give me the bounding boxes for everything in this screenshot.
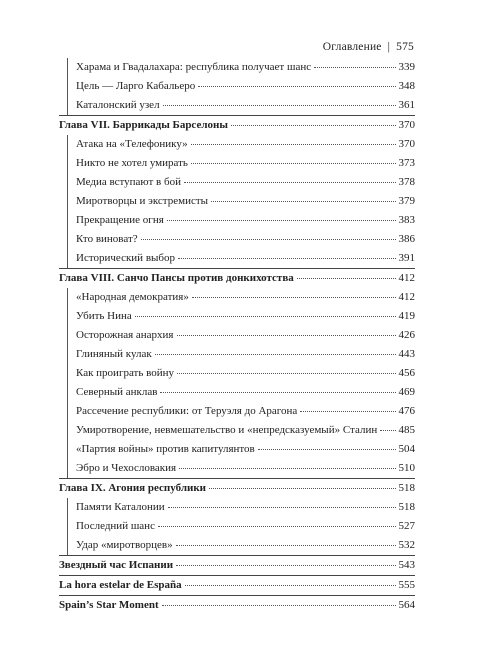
dot-leader [176, 565, 395, 566]
toc-subentry[interactable] [59, 307, 415, 326]
toc-page-number: 412 [398, 291, 415, 303]
indent-line [67, 536, 68, 555]
toc-subentry[interactable] [59, 230, 415, 249]
dot-leader [160, 392, 395, 393]
indent-line [67, 173, 68, 192]
toc-title: «Партия войны» против капитулянтов [76, 443, 255, 455]
toc-subentry[interactable] [59, 173, 415, 192]
toc-subentry[interactable] [59, 364, 415, 383]
toc-subentry[interactable] [59, 402, 415, 421]
indent-line [67, 440, 68, 459]
toc-page-number: 419 [398, 310, 415, 322]
dot-leader [168, 507, 396, 508]
indent-line [67, 517, 68, 536]
toc-title: Северный анклав [76, 386, 158, 398]
indent-line [67, 383, 68, 402]
toc-title: La hora estelar de España [59, 579, 182, 591]
toc-subentry[interactable] [59, 536, 415, 555]
dot-leader [178, 258, 396, 259]
toc-page-number: 456 [398, 367, 415, 379]
toc-title: Осторожная анархия [76, 329, 174, 341]
dot-leader [192, 297, 396, 298]
toc-page-number: 485 [398, 424, 415, 436]
indent-line [67, 364, 68, 383]
toc-title: Глава VII. Баррикады Барселоны [59, 119, 228, 131]
toc-title: Кто виноват? [76, 233, 138, 245]
toc-page-number: 391 [398, 252, 415, 264]
toc-chapter[interactable] [59, 479, 415, 498]
toc-title: Никто не хотел умирать [76, 157, 188, 169]
toc-title: Spain’s Star Moment [59, 599, 159, 611]
dot-leader [141, 239, 396, 240]
toc-title: Как проиграть войну [76, 367, 175, 379]
toc-title: Прекращение огня [76, 214, 164, 226]
toc-page-number: 443 [398, 348, 415, 360]
table-of-contents [59, 58, 415, 615]
dot-leader [191, 144, 396, 145]
dot-leader [209, 488, 395, 489]
running-head-separator: | [387, 41, 391, 53]
toc-subentry[interactable] [59, 440, 415, 459]
toc-subentry[interactable] [59, 383, 415, 402]
toc-page-number: 555 [398, 579, 415, 591]
toc-page-number: 532 [398, 539, 415, 551]
dot-leader [135, 316, 396, 317]
toc-page-number: 543 [398, 559, 415, 571]
toc-subentry[interactable] [59, 135, 415, 154]
toc-title: Каталонский узел [76, 99, 160, 111]
dot-leader [185, 585, 396, 586]
toc-page-number: 504 [398, 443, 415, 455]
dot-leader [177, 335, 396, 336]
dot-leader [297, 278, 396, 279]
indent-line [67, 77, 68, 96]
dot-leader [167, 220, 396, 221]
dot-leader [177, 373, 395, 374]
toc-title: Атака на «Телефонику» [76, 138, 188, 150]
toc-subentry[interactable] [59, 326, 415, 345]
toc-page-number: 370 [398, 119, 415, 131]
toc-subentry[interactable] [59, 345, 415, 364]
toc-page-number: 469 [398, 386, 415, 398]
dot-leader [314, 67, 395, 68]
toc-subentry[interactable] [59, 288, 415, 307]
indent-line [67, 154, 68, 173]
toc-page-number: 370 [398, 138, 415, 150]
toc-subentry[interactable] [59, 459, 415, 478]
toc-chapter[interactable] [59, 269, 415, 288]
toc-chapter[interactable] [59, 116, 415, 135]
indent-line [67, 211, 68, 230]
indent-line [67, 307, 68, 326]
dot-leader [158, 526, 396, 527]
dot-leader [211, 201, 395, 202]
toc-page-number: 518 [398, 501, 415, 513]
toc-subentry[interactable] [59, 96, 415, 115]
indent-line [67, 421, 68, 440]
toc-subentry[interactable] [59, 517, 415, 536]
toc-page-number: 426 [398, 329, 415, 341]
indent-line [67, 58, 68, 77]
toc-subentry[interactable] [59, 211, 415, 230]
toc-page-number: 476 [398, 405, 415, 417]
toc-page-number: 373 [398, 157, 415, 169]
toc-title: Харама и Гвадалахара: республика получает шанс [76, 61, 312, 73]
toc-entry[interactable] [59, 596, 415, 615]
dot-leader [198, 86, 395, 87]
indent-line [67, 135, 68, 154]
toc-title: Последний шанс [76, 520, 155, 532]
toc-page-number: 510 [398, 462, 415, 474]
toc-title: Звездный час Испании [59, 559, 174, 571]
toc-entry[interactable] [59, 576, 415, 595]
dot-leader [191, 163, 396, 164]
toc-title: Медиа вступают в бой [76, 176, 181, 188]
toc-subentry[interactable] [59, 249, 415, 268]
indent-line [67, 459, 68, 478]
page-number: 575 [396, 41, 414, 53]
indent-line [67, 345, 68, 364]
indent-line [67, 192, 68, 211]
toc-page-number: 348 [398, 80, 415, 92]
dot-leader [231, 125, 396, 126]
indent-line [67, 230, 68, 249]
dot-leader [162, 605, 396, 606]
toc-subentry[interactable] [59, 192, 415, 211]
toc-page-number: 527 [398, 520, 415, 532]
toc-subentry[interactable] [59, 58, 415, 77]
toc-page-number: 412 [398, 272, 415, 284]
toc-subentry[interactable] [59, 421, 415, 440]
toc-subentry[interactable] [59, 77, 415, 96]
toc-title: Убить Нина [76, 310, 132, 322]
toc-title: Удар «миротворцев» [76, 539, 173, 551]
toc-page-number: 386 [398, 233, 415, 245]
toc-page-number: 361 [398, 99, 415, 111]
indent-line [67, 402, 68, 421]
toc-title: Глава VIII. Санчо Пансы против донкихотства [59, 272, 294, 284]
toc-page-number: 564 [398, 599, 415, 611]
toc-title: Рассечение республики: от Теруэля до Арагона [76, 405, 298, 417]
dot-leader [300, 411, 395, 412]
dot-leader [179, 468, 395, 469]
dot-leader [258, 449, 396, 450]
toc-page-number: 379 [398, 195, 415, 207]
indent-line [67, 249, 68, 268]
toc-subentry[interactable] [59, 498, 415, 517]
toc-title: Исторический выбор [76, 252, 175, 264]
toc-title: Миротворцы и экстремисты [76, 195, 209, 207]
toc-title: Умиротворение, невмешательство и «непредсказуемый» Сталин [76, 424, 378, 436]
dot-leader [163, 105, 396, 106]
toc-title: Глиняный кулак [76, 348, 152, 360]
dot-leader [380, 430, 395, 431]
toc-title: Глава IX. Агония республики [59, 482, 207, 494]
running-head [323, 41, 414, 53]
toc-page-number: 339 [398, 61, 415, 73]
toc-title: «Народная демократия» [76, 291, 189, 303]
toc-title: Памяти Каталонии [76, 501, 165, 513]
dot-leader [176, 545, 396, 546]
indent-line [67, 96, 68, 115]
toc-page-number: 518 [398, 482, 415, 494]
toc-subentry[interactable] [59, 154, 415, 173]
indent-line [67, 288, 68, 307]
toc-page-number: 378 [398, 176, 415, 188]
dot-leader [184, 182, 396, 183]
toc-title: Цель — Ларго Кабальеро [76, 80, 196, 92]
toc-title: Эбро и Чехословакия [76, 462, 177, 474]
indent-line [67, 326, 68, 345]
dot-leader [155, 354, 396, 355]
toc-page-number: 383 [398, 214, 415, 226]
toc-entry[interactable] [59, 556, 415, 575]
running-head-section: Оглавление [322, 41, 382, 53]
indent-line [67, 498, 68, 517]
